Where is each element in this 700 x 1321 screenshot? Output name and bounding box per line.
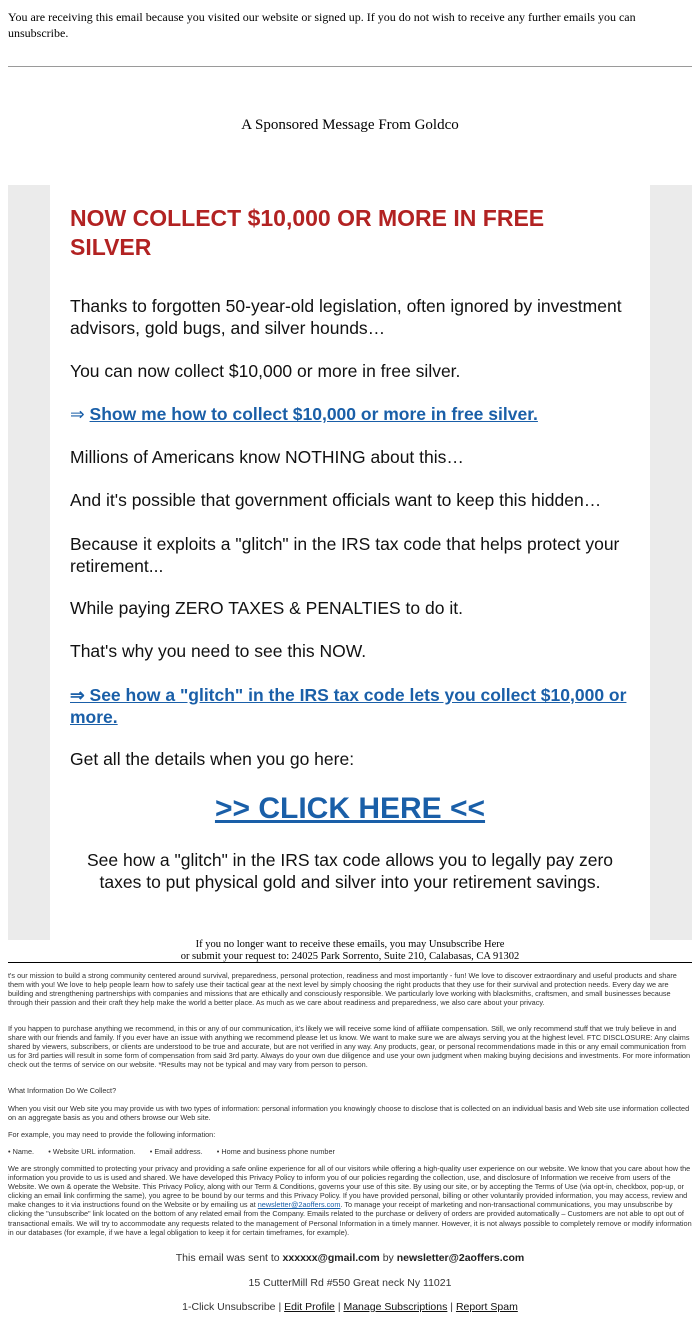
headline: NOW COLLECT $10,000 OR MORE IN FREE SILVER (70, 205, 545, 260)
newsletter-email-link[interactable]: newsletter@2aoffers.com (257, 1200, 341, 1210)
legal-mission: t's our mission to build a strong community centered around survival, preparedness, personal protection, readiness and most importantly - fun! We love to discover extraordinary and useful products and share them with you! We love to help people learn how to safely use their tactical gear at the next level by simply choosing the right products that they use for their survival and protection needs. Every day we are building and strengthening partnerships with companies and missions that are ethically and consciously responsible. We particularly love working with blacksmiths, craftsmen, and small businesses because through their passion and their craft they help make the world a better place. As much as we care about readiness and preparedness, we also care about your privacy. (8, 971, 677, 1008)
unsubscribe-line[interactable]: If you no longer want to receive these emails, you may Unsubscribe Here (195, 939, 505, 950)
sponsor-line: A Sponsored Message From Goldco (241, 117, 459, 133)
footer-links (0, 1301, 700, 1313)
paragraph-zero-taxes: While paying ZERO TAXES & PENALTIES to do it. (70, 598, 463, 618)
cta-subtext: See how a "glitch" in the IRS tax code allows you to legally pay zero taxes to put physical gold and silver into your retirement savings. (86, 850, 614, 892)
sent-prefix: This email was sent to (175, 1252, 280, 1264)
paragraph-hidden: And it's possible that government officials want to keep this hidden… (70, 490, 602, 510)
paragraph-legislation: Thanks to forgotten 50-year-old legislation, often ignored by investment advisors, gold bugs, and silver hounds… (70, 296, 622, 338)
arrow-icon: ⇒ (70, 404, 85, 424)
top-divider (8, 66, 692, 67)
paragraph-details: Get all the details when you go here: (70, 749, 355, 769)
paragraph-see-now: That's why you need to see this NOW. (70, 641, 367, 661)
show-me-how-link[interactable]: Show me how to collect $10,000 or more in free silver. (89, 404, 538, 424)
preheader-text: You are receiving this email because you visited our website or signed up. If you do not wish to receive any further emails you can unsubscribe. (8, 10, 636, 40)
paragraph-millions: Millions of Americans know NOTHING about this… (70, 447, 464, 467)
manage-subscriptions-link[interactable]: Manage Subscriptions (343, 1301, 448, 1313)
legal-affiliate: If you happen to purchase anything we recommend, in this or any of our communication, it's likely we will receive some kind of affiliate compensation. Still, we only recommend stuff that we truly believe in and share with our friends and family. If you ever have an issue with anything we recommend please let us know. We want to make sure we are always serving you at the highest level. FTC DISCLOSURE: Any claims shared by viewers, subscribers, or clients are understood to be true and accurate, but are not verified in any way. Any products, gear, or personal recommendations made in this or any email communication from us for 3rd parties will result in some form of compensation from said 3rd party. Always do your own due diligence and use your own judgment when making buying decisions and investments. For more information check out the terms of service on our website. *Results may not be typical and may vary from person to person. (8, 1024, 691, 1070)
ad-card (50, 185, 650, 940)
sent-to-line (0, 1252, 700, 1264)
edit-profile-link[interactable]: Edit Profile (284, 1301, 335, 1313)
separator: | (278, 1301, 282, 1313)
sent-by: by (382, 1252, 394, 1264)
legal-info-heading: What Information Do We Collect? (8, 1086, 117, 1095)
link-glitch-row (70, 685, 630, 728)
paragraph-collect: You can now collect $10,000 or more in free silver. (70, 361, 461, 381)
sender-email: newsletter@2aoffers.com (396, 1252, 525, 1264)
recipient-email: xxxxxx@gmail.com (282, 1252, 380, 1264)
one-click-unsubscribe[interactable]: 1-Click Unsubscribe (182, 1301, 276, 1313)
legal-privacy (8, 1164, 692, 1237)
see-glitch-link[interactable]: ⇒ See how a "glitch" in the IRS tax code lets you collect $10,000 or more. (70, 685, 627, 727)
link-show-me-row (70, 404, 630, 426)
legal-info-types: When you visit our Web site you may provide us with two types of information: personal information you knowingly choose to disclose that is collected on an individual basis and Web site use information collected on an aggregate basis as you and others browse our Web site. (8, 1104, 690, 1123)
separator: | (337, 1301, 341, 1313)
separator: | (450, 1301, 454, 1313)
report-spam-link[interactable]: Report Spam (455, 1301, 518, 1313)
mailing-address-line: or submit your request to: 24025 Park Sorrento, Suite 210, Calabasas, CA 91302 (180, 951, 520, 962)
legal-info-list: • Name. • Website URL information. • Email address. • Home and business phone number (8, 1147, 335, 1156)
legal-privacy-text-cont: . To manage your receipt of marketing and non-transactional communications, you may unsubscribe by clicking the "unsubscribe" link located on the bottom of any related email from the Company. Emails related to the purchase or delivery of orders are provided automatically – Customers are not able to opt out of transactional emails. We will try to accommodate any requests related to the management of Personal Information in a timely manner. However, it is not always possible to completely remove or modify information in our databases (for example, if we have a legal obligation to keep it for certain timeframes, for example). (8, 1200, 692, 1237)
unsubscribe-block (0, 939, 700, 963)
legal-example: For example, you may need to provide the following information: (8, 1130, 216, 1139)
paragraph-glitch: Because it exploits a "glitch" in the IRS tax code that helps protect your retirement... (70, 534, 620, 576)
footer-address: 15 CutterMill Rd #550 Great neck Ny 11021 (248, 1277, 452, 1289)
click-here-button[interactable]: >> CLICK HERE << (214, 792, 486, 825)
legal-privacy-text: We are strongly committed to protecting your privacy and providing a safe online experience for all of our visitors while offering a high-quality user experience on our website. We know that you care about how the information you provide to us is used and shared. We have developed this Privacy Policy to inform you of our policies regarding the collection, use, and disclosure of Information we receive from users of the Website. We own & operate the Website. This Privacy Policy, along with our Term & Conditions, governs your use of this site. By using our site, or by accepting the Terms of Use (via opt-in, checkbox, pop-up, or clicking an email link confirming the same), you agree to be bound by our terms and this Privacy Policy. If you have provided personal, billing or other voluntarily provided information, you may access, review and make changes to it via instructions found on the Website or by emailing us at (8, 1164, 691, 1210)
footer-divider (8, 962, 692, 963)
